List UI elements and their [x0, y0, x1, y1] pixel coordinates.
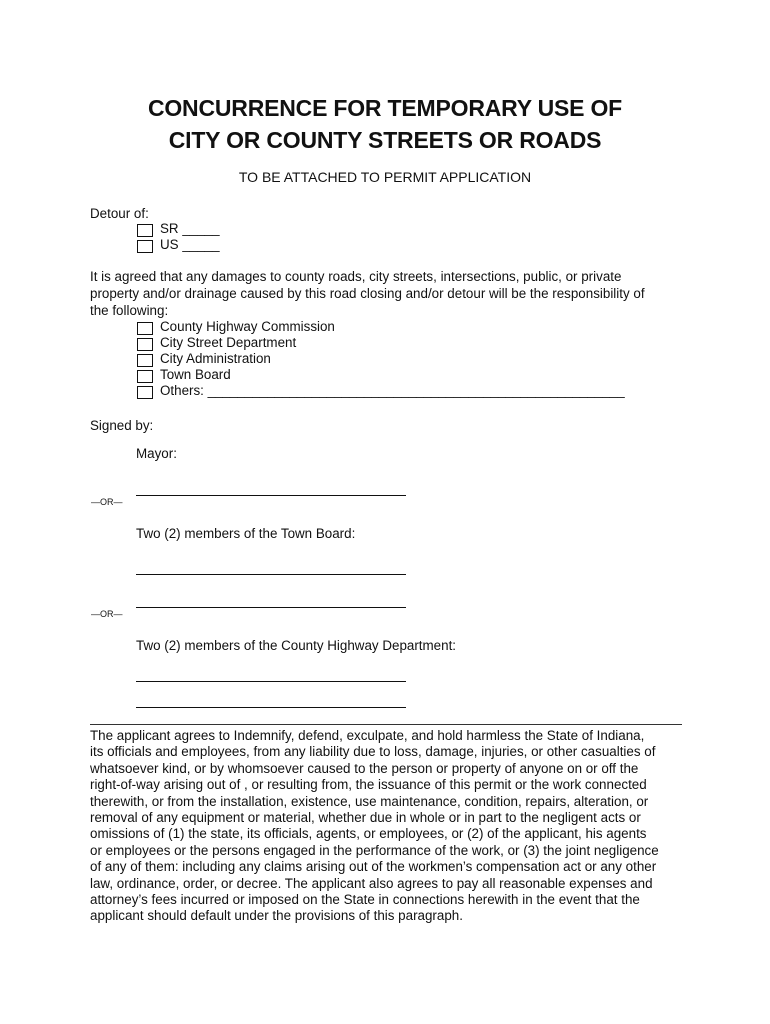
- or-separator-1: —OR—: [91, 497, 123, 507]
- county-highway-signature-line-2[interactable]: [136, 707, 406, 708]
- responsibility-line-3: the following:: [90, 303, 169, 318]
- county-highway-members-label: Two (2) members of the County Highway Department:: [136, 638, 457, 653]
- detour-sr-checkbox[interactable]: [137, 224, 153, 237]
- town-board-signature-line-1[interactable]: [136, 574, 406, 575]
- town-board-members-label: Two (2) members of the Town Board:: [136, 526, 356, 541]
- indemnity-line: or employees or the persons engaged in the performance of the work, or (3) the joint negligence: [90, 842, 659, 858]
- county-highway-signature-line-1[interactable]: [136, 681, 406, 682]
- indemnity-line: omissions of (1) the state, its officials, agents, or employees, or (2) of the applicant, his agents: [90, 826, 647, 842]
- city-street-department-label: City Street Department: [160, 335, 297, 350]
- county-highway-commission-label: County Highway Commission: [160, 319, 335, 334]
- town-board-label: Town Board: [160, 367, 231, 382]
- detour-sr-label: SR _____: [160, 221, 220, 236]
- responsibility-line-2: property and/or drainage caused by this road closing and/or detour will be the responsibility of: [90, 286, 645, 301]
- indemnity-line: applicant should default under the provisions of this paragraph.: [90, 908, 463, 924]
- city-administration-checkbox[interactable]: [137, 354, 153, 367]
- indemnity-line: The applicant agrees to Indemnify, defend, exculpate, and hold harmless the State of Indiana,: [90, 728, 645, 743]
- document-subtitle: TO BE ATTACHED TO PERMIT APPLICATION: [238, 169, 532, 185]
- others-label: Others: ________________________________________________________: [160, 383, 625, 398]
- detour-us-label: US _____: [160, 237, 220, 252]
- mayor-label: Mayor:: [136, 446, 177, 461]
- indemnity-line: right-of-way arising out of , or resulting from, the issuance of this permit or the work connected: [90, 777, 647, 793]
- detour-label: Detour of:: [90, 206, 149, 221]
- responsibility-line-1: It is agreed that any damages to county roads, city streets, intersections, public, or private: [90, 269, 622, 284]
- section-divider: [90, 724, 682, 725]
- city-administration-label: City Administration: [160, 351, 271, 366]
- document-title-line-2: CITY OR COUNTY STREETS OR ROADS: [168, 127, 602, 153]
- county-highway-commission-checkbox[interactable]: [137, 322, 153, 335]
- town-board-signature-line-2[interactable]: [136, 607, 406, 608]
- indemnity-line: whatsoever kind, or by whomsoever caused to the person or property of anyone on or off the: [90, 760, 639, 776]
- indemnity-line: of any of them: including any claims arising out of the workmen’s compensation act or any other: [90, 859, 657, 875]
- indemnity-line: law, ordinance, order, or decree. The applicant also agrees to pay all reasonable expenses and: [90, 875, 653, 891]
- town-board-checkbox[interactable]: [137, 370, 153, 383]
- document-title-line-1: CONCURRENCE FOR TEMPORARY USE OF: [147, 95, 623, 121]
- signed-by-label: Signed by:: [90, 418, 154, 433]
- detour-us-checkbox[interactable]: [137, 240, 153, 253]
- indemnity-paragraph: [90, 728, 690, 925]
- indemnity-line: its officials and employees, from any liability due to loss, damage, injuries, or other casualties of: [90, 744, 656, 760]
- mayor-signature-line[interactable]: [136, 495, 406, 496]
- indemnity-line: therewith, or from the installation, existence, use maintenance, condition, repairs, alteration, or: [90, 793, 649, 809]
- others-checkbox[interactable]: [137, 386, 153, 399]
- city-street-department-checkbox[interactable]: [137, 338, 153, 351]
- or-separator-2: —OR—: [91, 609, 123, 619]
- indemnity-line: removal of any equipment or material, whether due in whole or in part to the negligent acts or: [90, 810, 641, 826]
- indemnity-line: attorney’s fees incurred or imposed on the State in connections herewith in the event that the: [90, 892, 640, 908]
